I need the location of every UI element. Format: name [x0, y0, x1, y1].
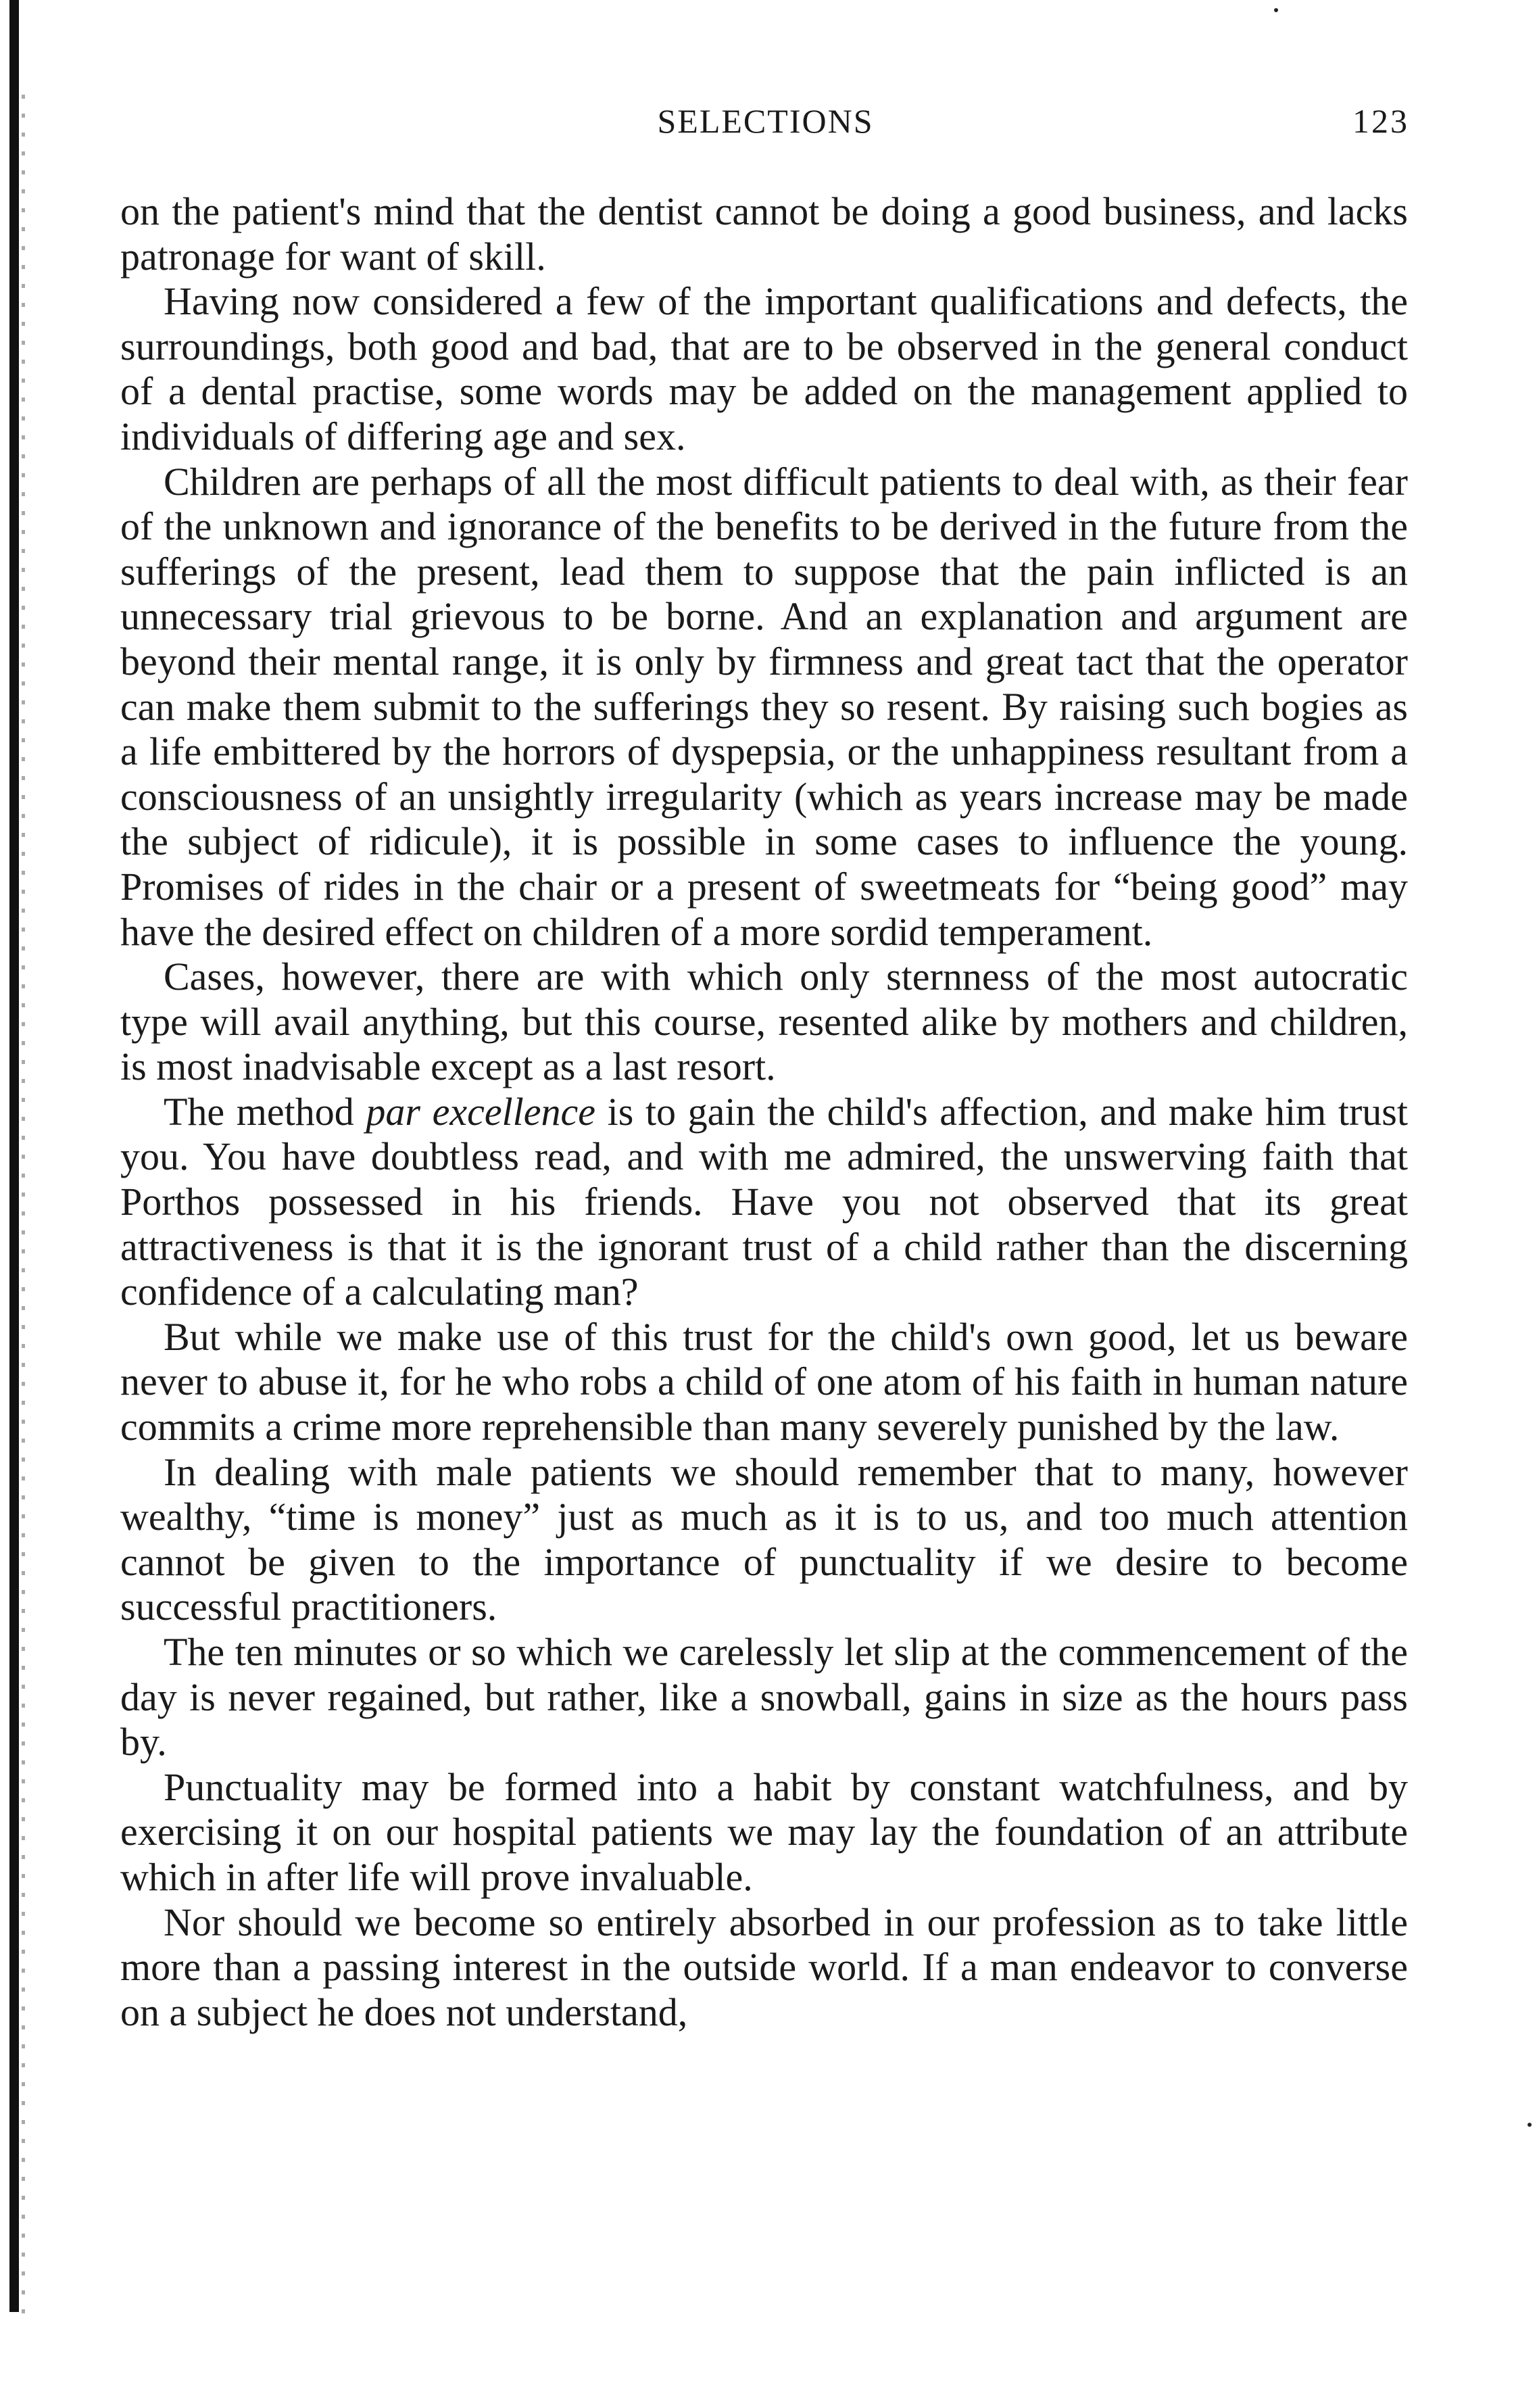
paragraph: Nor should we become so entirely absorbed in our profession as to take little more than a passing interest in the outside world. If a man endeavor to converse on a subject he does not understand,	[120, 1900, 1408, 2034]
paragraph: But while we make use of this trust for the child's own good, let us beware never to abuse it, for he who robs a child of one atom of his faith in human nature commits a crime more reprehensible than many severely punished by the law.	[120, 1314, 1408, 1449]
scan-speck	[1274, 8, 1278, 12]
paragraph: In dealing with male patients we should remember that to many, however wealthy, “time is money” just as much as it is to us, and too much attention cannot be given to the importance of punctuality if we desire to become successful practitioners.	[120, 1449, 1408, 1629]
paragraph-text: The method	[164, 1089, 366, 1134]
paragraph: The ten minutes or so which we carelessly let slip at the commencement of the day is never regained, but rather, like a snowball, gains in size as the hours pass by.	[120, 1630, 1408, 1764]
running-title: SELECTIONS	[657, 102, 874, 140]
page-header	[122, 101, 1409, 155]
paragraph: Punctuality may be formed into a habit by constant watchfulness, and by exercising it on our hospital patients we may lay the foundation of an attribute which in after life will prove invaluable.	[120, 1764, 1408, 1899]
paragraph-text: is to gain the child's affection, and make him trust you. You have doubtless read, and with me admired, the unswerving faith that Porthos possessed in his friends. Have you not observed that its great attractiveness is that it is the ignorant trust of a child rather than the discerning confidence of a calculating man?	[120, 1089, 1408, 1314]
binding-shadow	[22, 95, 25, 2326]
paragraph: Children are perhaps of all the most difficult patients to deal with, as their fear of the unknown and ignorance of the benefits to be derived in the future from the sufferings of the present, lead them to suppose that the pain inflicted is an unnecessary trial grievous to be borne. And an explanation and argument are beyond their mental range, it is only by firmness and great tact that the operator can make them submit to the sufferings they so resent. By raising such bogies as a life embittered by the horrors of dyspepsia, or the unhappiness resultant from a consciousness of an unsightly irregularity (which as years increase may be made the subject of ridicule), it is possible in some cases to influence the young. Promises of rides in the chair or a present of sweetmeats for “being good” may have the desired effect on children of a more sordid temperament.	[120, 459, 1408, 954]
scan-speck	[1528, 2123, 1532, 2127]
body-text	[120, 189, 1408, 2035]
paragraph: on the patient's mind that the dentist cannot be doing a good business, and lacks patronage for want of skill.	[120, 189, 1408, 279]
paragraph: Having now considered a few of the important qualifications and defects, the surroundings, both good and bad, that are to be observed in the general conduct of a dental practise, some words may be added on the management applied to individuals of differing age and sex.	[120, 279, 1408, 458]
binding-edge	[9, 0, 19, 2312]
italic-phrase: par excellence	[366, 1089, 596, 1134]
paragraph: Cases, however, there are with which only sternness of the most autocratic type will avail anything, but this course, resented alike by mothers and children, is most inadvisable except as a last resort.	[120, 955, 1408, 1089]
paragraph	[120, 1090, 1408, 1315]
page-number: 123	[1352, 102, 1409, 140]
